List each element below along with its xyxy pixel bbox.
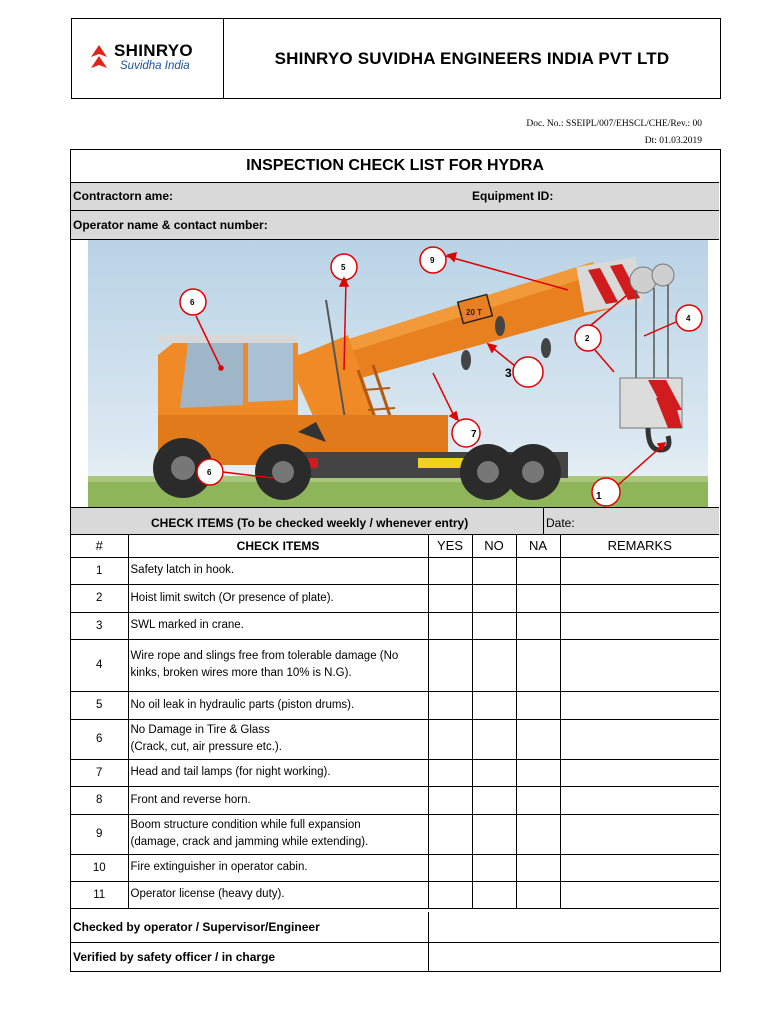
crane-illustration (88, 240, 708, 507)
item-description (128, 814, 428, 854)
contractor-row (71, 183, 719, 211)
yes-cell[interactable] (428, 584, 472, 612)
item-description-line: Fire extinguisher in operator cabin. (130, 861, 308, 873)
logo-name: SHINRYO (114, 41, 193, 60)
item-description-line: Hoist limit switch (Or presence of plate). (130, 591, 334, 604)
na-cell[interactable] (516, 584, 560, 612)
yes-cell[interactable] (428, 854, 472, 881)
item-description-line: (damage, crack and jamming while extending). (130, 836, 369, 848)
item-description (128, 584, 428, 612)
item-description (128, 719, 428, 759)
letterhead (71, 18, 721, 99)
item-description-line: Operator license (heavy duty). (130, 888, 285, 900)
document-number: Doc. No.: SSEIPL/007/EHSCL/CHE/Rev.: 00 (526, 119, 702, 129)
no-cell[interactable] (472, 557, 516, 584)
column-header-check-items: CHECK ITEMS (128, 535, 428, 557)
remarks-cell[interactable] (560, 612, 719, 639)
remarks-cell[interactable] (560, 759, 719, 786)
item-description-line: Boom structure condition while full expansion (130, 819, 361, 831)
item-description-line: No Damage in Tire & Glass (130, 724, 270, 736)
table-row (71, 691, 719, 719)
item-description-line: (Crack, cut, air pressure etc.). (130, 741, 282, 753)
checked-by-label: Checked by operator / Supervisor/Engineer (71, 912, 428, 942)
item-number: 5 (71, 691, 128, 719)
yes-cell[interactable] (428, 814, 472, 854)
column-header-na: NA (516, 535, 560, 557)
yes-cell[interactable] (428, 639, 472, 691)
na-cell[interactable] (516, 881, 560, 908)
marker-label-2: 2 (585, 334, 590, 343)
table-row (71, 814, 719, 854)
item-description (128, 612, 428, 639)
signoff-table (71, 912, 719, 972)
operator-row (71, 211, 719, 240)
na-cell[interactable] (516, 691, 560, 719)
item-number: 8 (71, 786, 128, 814)
check-item-rows (71, 557, 719, 908)
item-description (128, 691, 428, 719)
item-description (128, 759, 428, 786)
item-number: 1 (71, 557, 128, 584)
na-cell[interactable] (516, 557, 560, 584)
item-description (128, 881, 428, 908)
item-description (128, 786, 428, 814)
table-row (71, 854, 719, 881)
na-cell[interactable] (516, 814, 560, 854)
marker-label-6b: 6 (207, 468, 212, 477)
na-cell[interactable] (516, 639, 560, 691)
marker-3-swl (513, 357, 543, 387)
item-description-line: Wire rope and slings free from tolerable damage (No (130, 650, 399, 662)
table-row (71, 881, 719, 908)
no-cell[interactable] (472, 584, 516, 612)
document-date: Dt: 01.03.2019 (644, 136, 702, 146)
remarks-cell[interactable] (560, 557, 719, 584)
check-items-title: CHECK ITEMS (To be checked weekly / whenever entry) (151, 516, 469, 530)
table-row (71, 639, 719, 691)
item-number: 2 (71, 584, 128, 612)
yes-cell[interactable] (428, 557, 472, 584)
no-cell[interactable] (472, 612, 516, 639)
item-description-line: Front and reverse horn. (130, 793, 251, 806)
marker-label-3: 3 (505, 366, 512, 380)
item-description-line: Head and tail lamps (for night working). (130, 766, 331, 778)
na-cell[interactable] (516, 759, 560, 786)
yes-cell[interactable] (428, 759, 472, 786)
no-cell[interactable] (472, 881, 516, 908)
table-row (71, 759, 719, 786)
hydra-crane-photo (88, 240, 708, 507)
check-items-table (71, 535, 719, 909)
logo-subtitle: Suvidha India (120, 60, 190, 72)
table-row (71, 584, 719, 612)
verified-by-row (71, 942, 719, 972)
item-description (128, 639, 428, 691)
column-header-no: NO (472, 535, 516, 557)
form-title: INSPECTION CHECK LIST FOR HYDRA (71, 150, 719, 183)
item-description-line: Safety latch in hook. (130, 564, 235, 576)
table-row (71, 612, 719, 639)
item-description-line: kinks, broken wires more than 10% is N.G). (130, 667, 352, 679)
item-description (128, 854, 428, 881)
item-number: 10 (71, 854, 128, 881)
no-cell[interactable] (472, 786, 516, 814)
flame-logo-icon (90, 45, 108, 71)
remarks-cell[interactable] (560, 854, 719, 881)
company-name: SHINRYO SUVIDHA ENGINEERS INDIA PVT LTD (274, 48, 670, 68)
item-number: 6 (71, 719, 128, 759)
item-description-line: SWL marked in crane. (130, 619, 244, 631)
na-cell[interactable] (516, 786, 560, 814)
yes-cell[interactable] (428, 719, 472, 759)
item-number: 9 (71, 814, 128, 854)
marker-label-4: 4 (686, 314, 691, 323)
table-row (71, 786, 719, 814)
item-description-line: No oil leak in hydraulic parts (piston drums). (130, 698, 355, 711)
item-description (128, 557, 428, 584)
no-cell[interactable] (472, 719, 516, 759)
operator-contact-label: Operator name & contact number: (73, 218, 268, 232)
no-cell[interactable] (472, 639, 516, 691)
check-items-header (71, 507, 719, 535)
equipment-id-label: Equipment ID: (472, 189, 554, 203)
contractor-name-label: Contractorn ame: (73, 189, 174, 203)
remarks-cell[interactable] (560, 639, 719, 691)
remarks-cell[interactable] (560, 719, 719, 759)
column-header-remarks: REMARKS (560, 535, 719, 557)
no-cell[interactable] (472, 759, 516, 786)
marker-label-1: 1 (596, 491, 602, 502)
item-number: 11 (71, 881, 128, 908)
marker-label-5: 5 (341, 263, 346, 272)
remarks-cell[interactable] (560, 814, 719, 854)
table-row (71, 719, 719, 759)
table-row (71, 557, 719, 584)
checked-by-row (71, 912, 719, 942)
na-cell[interactable] (516, 612, 560, 639)
yes-cell[interactable] (428, 691, 472, 719)
remarks-cell[interactable] (560, 691, 719, 719)
yes-cell[interactable] (428, 786, 472, 814)
item-number: 3 (71, 612, 128, 639)
inspection-form (70, 149, 721, 972)
yes-cell[interactable] (428, 881, 472, 908)
check-date-label: Date: (543, 508, 719, 534)
verified-by-signature-cell[interactable] (428, 942, 719, 972)
company-logo (72, 19, 224, 98)
marker-label-9: 9 (430, 256, 435, 265)
item-number: 7 (71, 759, 128, 786)
capacity-plate-label: 20 T (466, 308, 483, 317)
remarks-cell[interactable] (560, 881, 719, 908)
column-header-number: # (71, 535, 128, 557)
no-cell[interactable] (472, 814, 516, 854)
remarks-cell[interactable] (560, 584, 719, 612)
table-header-row (71, 535, 719, 557)
checked-by-signature-cell[interactable] (428, 912, 719, 942)
na-cell[interactable] (516, 854, 560, 881)
column-header-yes: YES (428, 535, 472, 557)
item-number: 4 (71, 639, 128, 691)
marker-label-7: 7 (471, 429, 477, 440)
remarks-cell[interactable] (560, 786, 719, 814)
verified-by-label: Verified by safety officer / in charge (71, 942, 428, 972)
yes-cell[interactable] (428, 612, 472, 639)
no-cell[interactable] (472, 854, 516, 881)
na-cell[interactable] (516, 719, 560, 759)
no-cell[interactable] (472, 691, 516, 719)
marker-label-6a: 6 (190, 298, 195, 307)
